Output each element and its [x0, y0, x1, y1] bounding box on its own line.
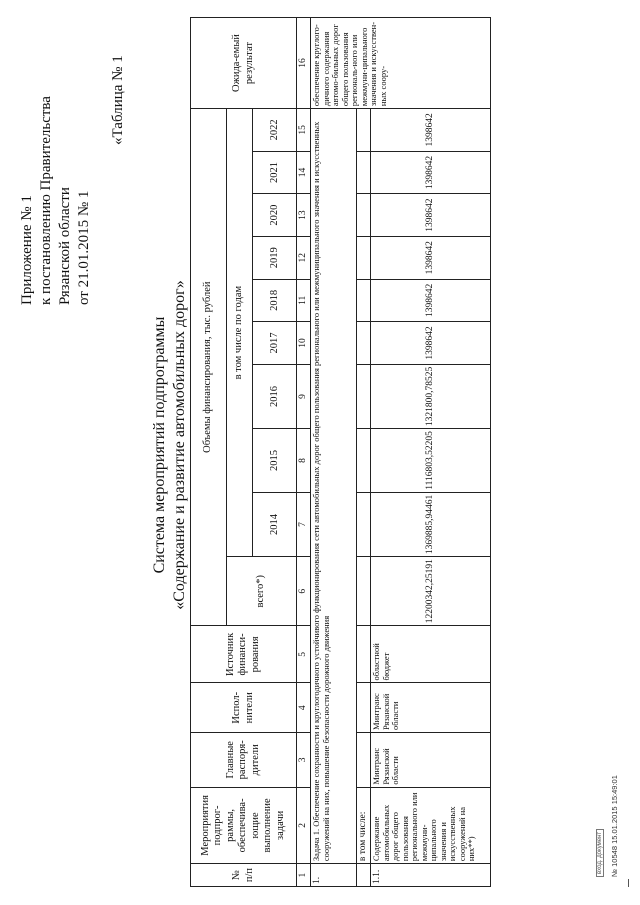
row-num: 1.1. — [371, 864, 491, 887]
appendix-line-4: от 21.01.2015 № 1 — [76, 190, 92, 305]
measures-table — [190, 17, 491, 887]
appendix-line-1: Приложение № 1 — [19, 195, 35, 305]
executor-text: Минтранс Рязанской области — [371, 683, 491, 733]
column-number: 3 — [297, 733, 311, 788]
header-measures: Мероприятия подпрог-раммы, обеспечива-ющие выполнение задачи — [191, 787, 297, 864]
document-title — [150, 105, 190, 785]
column-number: 11 — [297, 279, 311, 322]
header-funding: Объемы финансирования, тыс. рублей — [191, 109, 227, 626]
year-value: 1369885,94461 — [371, 492, 491, 556]
header-executors: Испол-нители — [191, 683, 297, 733]
table-number: «Таблица № 1 — [110, 55, 126, 145]
year-value: 1398642 — [371, 194, 491, 237]
column-number: 13 — [297, 194, 311, 237]
header-year: 2020 — [253, 194, 297, 237]
header-year: 2016 — [253, 364, 297, 428]
column-number: 15 — [297, 109, 311, 152]
header-year: 2014 — [253, 492, 297, 556]
year-value: 1398642 — [371, 109, 491, 152]
appendix-line-3: Рязанской области — [57, 187, 73, 305]
year-value: 1398642 — [371, 279, 491, 322]
year-value: 1398642 — [371, 151, 491, 194]
column-number: 12 — [297, 236, 311, 279]
appendix-block — [18, 15, 94, 305]
header-year: 2022 — [253, 109, 297, 152]
registration-number: № 10548 15.01.2015 15:49:01 — [610, 775, 619, 877]
header-by-years: в том числе по годам — [227, 109, 253, 557]
header-year: 2021 — [253, 151, 297, 194]
expected-result: обеспечение круглого-дичного содержания автомо-бильных дорог общего пользования региональ-ного или межмуни-ципального значения и искусствен-ных соору- — [311, 18, 491, 109]
column-number: 4 — [297, 683, 311, 733]
column-number: 14 — [297, 151, 311, 194]
year-value: 1116803,52205 — [371, 429, 491, 493]
column-number: 10 — [297, 322, 311, 365]
task-num: 1. — [311, 864, 357, 887]
task-text: Задача 1. Обеспечение сохранности и круглогодичного устойчивого функционирования сети автомобильных дорог общего пользования регионального или межмуниципального значения и искусственных сооружений на них, повышение безопасности дорожного движения — [311, 109, 357, 864]
margin-mark — [628, 879, 629, 887]
year-value: 1398642 — [371, 236, 491, 279]
header-source: Источник финанси-рования — [191, 626, 297, 683]
registration-stamp: вход. документ — [596, 829, 604, 877]
header-num: № п/п — [191, 864, 297, 887]
header-result: Ожида-емый результат — [191, 18, 297, 109]
column-number: 8 — [297, 429, 311, 493]
header-year: 2015 — [253, 429, 297, 493]
column-number: 5 — [297, 626, 311, 683]
column-number: 1 — [297, 864, 311, 887]
header-year: 2018 — [253, 279, 297, 322]
measure-text: Содержание автомобильных дорог общего пользования регионального или межмуни-ципального значения и искусственных сооружений на них**) — [371, 787, 491, 864]
column-number: 2 — [297, 787, 311, 864]
column-number: 16 — [297, 18, 311, 109]
including-row — [357, 18, 371, 887]
column-number: 6 — [297, 557, 311, 626]
total-value: 12200342,25191 — [371, 557, 491, 626]
year-value: 1398642 — [371, 322, 491, 365]
header-year: 2017 — [253, 322, 297, 365]
task-row — [311, 18, 357, 887]
title-line-2: «Содержание и развитие автомобильных дорог» — [171, 280, 188, 610]
year-value: 1321800,78525 — [371, 364, 491, 428]
source-text: областной бюджет — [371, 626, 491, 683]
appendix-line-2: к постановлению Правительства — [38, 96, 54, 305]
column-numbers-row — [297, 18, 311, 887]
including-label: в том числе: — [357, 787, 371, 864]
table-row — [371, 18, 491, 887]
title-line-1: Система мероприятий подпрограммы — [151, 316, 168, 574]
column-number: 7 — [297, 492, 311, 556]
header-managers: Главные распоря-дители — [191, 733, 297, 788]
header-year: 2019 — [253, 236, 297, 279]
header-total: всего*) — [227, 557, 297, 626]
manager-text: Минтранс Рязанской области — [371, 733, 491, 788]
column-number: 9 — [297, 364, 311, 428]
